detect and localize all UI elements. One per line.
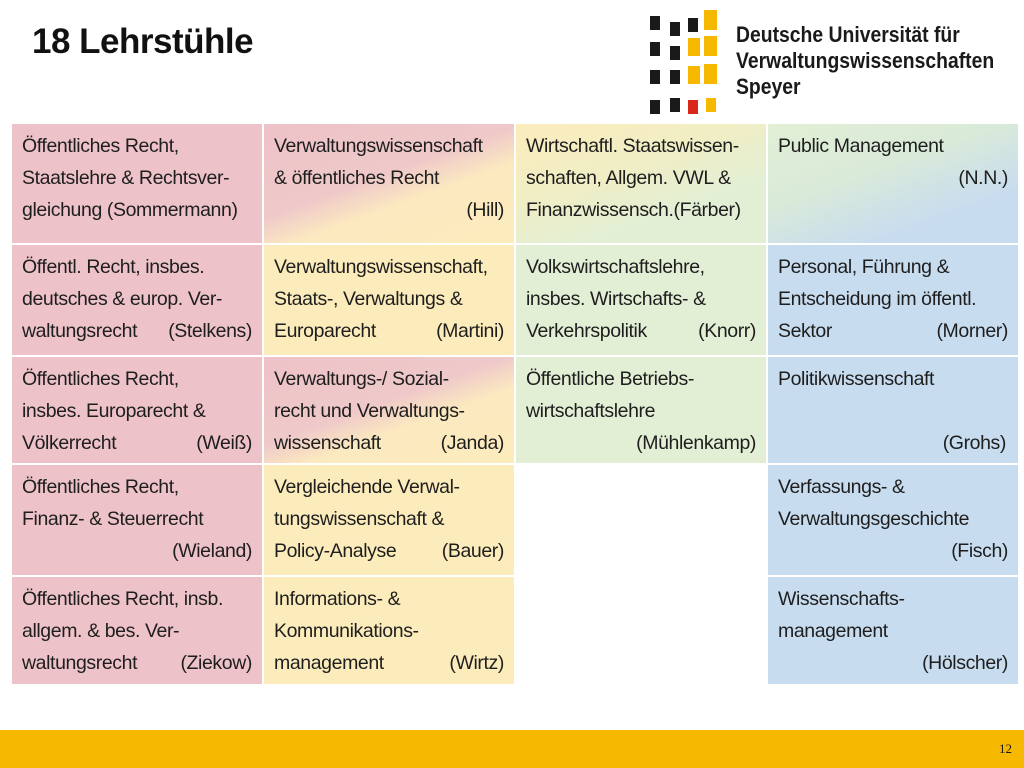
logo-square-icon bbox=[670, 98, 680, 112]
logo-square-icon bbox=[704, 64, 717, 84]
chair-text: Öffentliches Recht, bbox=[22, 135, 179, 157]
chair-text: Verwaltungswissenschaft bbox=[274, 135, 483, 157]
chair-cell bbox=[264, 245, 514, 355]
chair-cell bbox=[768, 465, 1018, 575]
chair-text: Verwaltungsgeschichte bbox=[778, 508, 970, 530]
university-name-line: Deutsche Universität für bbox=[736, 22, 960, 47]
chair-cell bbox=[12, 577, 262, 684]
empty-cell bbox=[516, 465, 766, 575]
chair-text: Öffentliche Betriebs- bbox=[526, 368, 694, 390]
chair-cell bbox=[12, 357, 262, 463]
chair-holder: (Knorr) bbox=[698, 320, 756, 342]
chair-text: deutsches & europ. Ver- bbox=[22, 288, 223, 310]
chair-text: Öffentl. Recht, insbes. bbox=[22, 256, 205, 278]
chair-text: & öffentliches Recht bbox=[274, 167, 440, 189]
logo-square-icon bbox=[670, 22, 680, 36]
chair-text: Finanz- & Steuerrecht bbox=[22, 508, 204, 530]
chair-text: Entscheidung im öffentl. bbox=[778, 288, 977, 310]
chair-text: Finanzwissensch.(Färber) bbox=[526, 199, 741, 221]
chair-cell bbox=[264, 465, 514, 575]
logo-square-icon bbox=[688, 18, 698, 32]
logo-square-icon bbox=[670, 70, 680, 84]
chair-cell bbox=[264, 124, 514, 243]
chair-holder: (Mühlenkamp) bbox=[636, 432, 756, 454]
empty-cell bbox=[516, 577, 766, 684]
chair-holder: (Wirtz) bbox=[449, 652, 504, 674]
chair-holder: (Bauer) bbox=[441, 540, 504, 562]
chair-text: Öffentliches Recht, bbox=[22, 476, 179, 498]
chair-holder: (Morner) bbox=[936, 320, 1008, 342]
chair-text: Öffentliches Recht, insb. bbox=[22, 588, 223, 610]
chair-text: waltungsrecht bbox=[22, 652, 138, 674]
slide-title: 18 Lehrstühle bbox=[32, 22, 254, 61]
chair-cell bbox=[264, 577, 514, 684]
chair-text: insbes. Europarecht & bbox=[22, 400, 206, 422]
chair-cell bbox=[516, 357, 766, 463]
chair-holder: (Grohs) bbox=[942, 432, 1006, 454]
chair-cell bbox=[768, 357, 1018, 463]
page-number: 12 bbox=[999, 741, 1012, 756]
chair-text: Europarecht bbox=[274, 320, 376, 342]
chair-text: Kommunikations- bbox=[274, 620, 419, 642]
chairs-grid bbox=[12, 124, 1016, 684]
chair-cell bbox=[12, 465, 262, 575]
chair-text: Volkswirtschaftslehre, bbox=[526, 256, 705, 278]
logo-square-icon bbox=[650, 42, 660, 56]
logo-square-icon bbox=[650, 16, 660, 30]
chair-text: recht und Verwaltungs- bbox=[274, 400, 465, 422]
chair-text: Völkerrecht bbox=[22, 432, 117, 454]
chair-text: allgem. & bes. Ver- bbox=[22, 620, 180, 642]
chair-text: Informations- & bbox=[274, 588, 401, 610]
chair-holder: (Hölscher) bbox=[922, 652, 1008, 674]
logo-square-icon bbox=[688, 66, 700, 84]
chair-cell bbox=[768, 245, 1018, 355]
university-name bbox=[736, 22, 994, 100]
logo-square-icon bbox=[706, 98, 716, 112]
chair-text: wissenschaft bbox=[274, 432, 381, 454]
chair-text: insbes. Wirtschafts- & bbox=[526, 288, 706, 310]
footer-bar bbox=[0, 730, 1024, 768]
university-logo bbox=[640, 8, 1020, 120]
chair-text: schaften, Allgem. VWL & bbox=[526, 167, 731, 189]
chair-holder: (Fisch) bbox=[951, 540, 1008, 562]
chair-text: Verfassungs- & bbox=[778, 476, 905, 498]
chair-text: Staats-, Verwaltungs & bbox=[274, 288, 463, 310]
chair-holder: (Martini) bbox=[436, 320, 504, 342]
chair-text: management bbox=[274, 652, 384, 674]
chair-text: Policy-Analyse bbox=[274, 540, 397, 562]
chair-text: management bbox=[778, 620, 888, 642]
chair-text: waltungsrecht bbox=[22, 320, 138, 342]
chair-holder: (N.N.) bbox=[958, 167, 1008, 189]
chair-holder: (Wieland) bbox=[172, 540, 252, 562]
logo-square-icon bbox=[704, 36, 717, 56]
chair-cell bbox=[768, 124, 1018, 243]
chair-text: tungswissenschaft & bbox=[274, 508, 445, 530]
chair-holder: (Janda) bbox=[440, 432, 504, 454]
chair-cell bbox=[768, 577, 1018, 684]
chair-text: wirtschaftslehre bbox=[526, 400, 656, 422]
chair-holder: (Stelkens) bbox=[168, 320, 252, 342]
chair-cell bbox=[12, 124, 262, 243]
logo-square-icon bbox=[704, 10, 717, 30]
chair-text: Verwaltungswissenschaft, bbox=[274, 256, 488, 278]
chair-cell bbox=[12, 245, 262, 355]
chair-text: Vergleichende Verwal- bbox=[274, 476, 460, 498]
chair-text: Öffentliches Recht, bbox=[22, 368, 179, 390]
university-name-line: Speyer bbox=[736, 74, 801, 99]
chair-cell bbox=[516, 245, 766, 355]
chair-text: Staatslehre & Rechtsver- bbox=[22, 167, 230, 189]
chair-holder: (Ziekow) bbox=[180, 652, 252, 674]
logo-square-icon bbox=[650, 70, 660, 84]
chair-text: Wissenschafts- bbox=[778, 588, 905, 610]
chair-text: Politikwissenschaft bbox=[778, 368, 935, 390]
chair-text: Public Management bbox=[778, 135, 944, 157]
logo-square-icon bbox=[670, 46, 680, 60]
university-name-line: Verwaltungswissenschaften bbox=[736, 48, 995, 73]
chair-text: Sektor bbox=[778, 320, 832, 342]
chair-holder: (Weiß) bbox=[196, 432, 252, 454]
chair-text: gleichung (Sommermann) bbox=[22, 199, 238, 221]
logo-square-icon bbox=[688, 38, 700, 56]
logo-square-icon bbox=[688, 100, 698, 114]
chair-cell bbox=[264, 357, 514, 463]
chair-text: Verkehrspolitik bbox=[526, 320, 647, 342]
chair-holder: (Hill) bbox=[466, 199, 504, 221]
chair-text: Personal, Führung & bbox=[778, 256, 950, 278]
chair-text: Verwaltungs-/ Sozial- bbox=[274, 368, 449, 390]
logo-square-icon bbox=[650, 100, 660, 114]
chair-cell bbox=[516, 124, 766, 243]
chair-text: Wirtschaftl. Staatswissen- bbox=[526, 135, 739, 157]
